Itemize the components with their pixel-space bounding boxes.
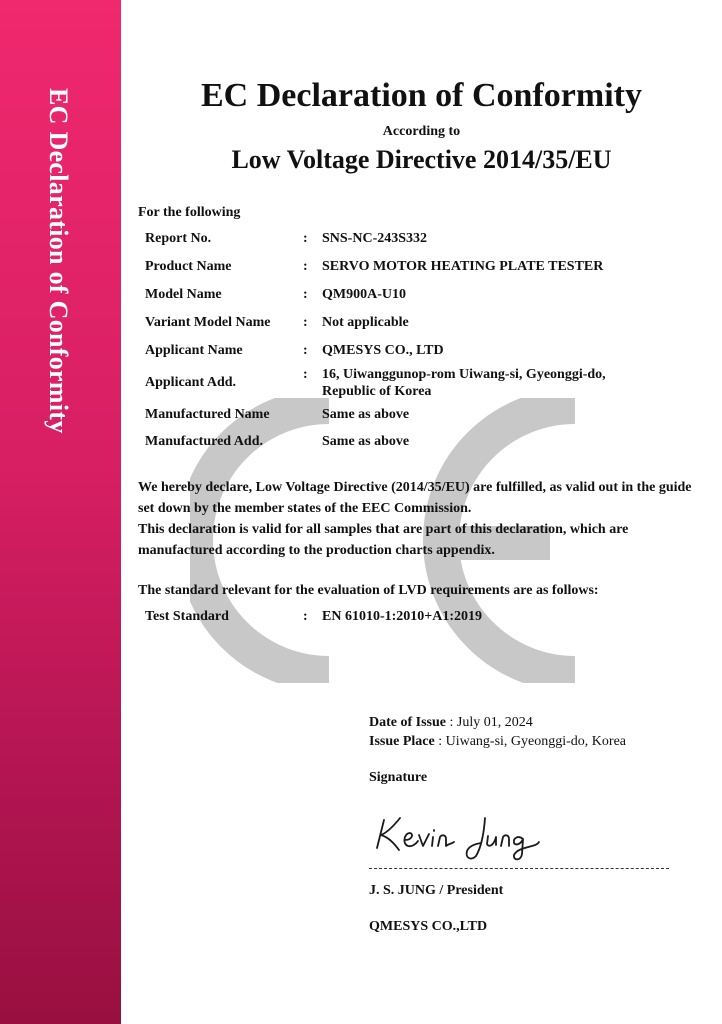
- field-label: Applicant Name: [145, 343, 243, 358]
- according-to-label: According to: [382, 124, 461, 139]
- directive-title: Low Voltage Directive 2014/35/EU: [231, 145, 612, 174]
- field-label: Report No.: [145, 231, 212, 246]
- field-label: Product Name: [145, 259, 232, 274]
- field-label: Applicant Add.: [145, 375, 237, 390]
- side-banner: [0, 0, 121, 1024]
- field-value: SERVO MOTOR HEATING PLATE TESTER: [322, 259, 604, 274]
- side-banner-title: EC Declaration of Conformity: [44, 88, 73, 434]
- declaration-paragraph: This declaration is valid for all samples that are part of this declaration, which are manufactured according to the production charts appendix.: [138, 522, 629, 558]
- issue-place-value: : Uiwang-si, Gyeonggi-do, Korea: [434, 734, 627, 749]
- issue-place: [369, 733, 626, 751]
- field-colon: :: [303, 231, 308, 246]
- field-value: QM900A-U10: [322, 287, 406, 302]
- date-of-issue-label: Date of Issue: [369, 715, 446, 730]
- details-intro: For the following: [138, 205, 241, 220]
- declaration-text: [138, 477, 704, 561]
- issue-place-label: Issue Place: [369, 734, 435, 749]
- date-of-issue-value: : July 01, 2024: [446, 715, 533, 730]
- standard-intro: The standard relevant for the evaluation of LVD requirements are as follows:: [138, 583, 599, 598]
- field-label: Variant Model Name: [145, 315, 271, 330]
- company-name: QMESYS CO.,LTD: [369, 919, 488, 934]
- field-colon: :: [303, 287, 308, 302]
- signature-label: Signature: [369, 770, 428, 785]
- field-value: Same as above: [322, 434, 410, 449]
- field-label: Test Standard: [145, 609, 229, 624]
- field-value: Not applicable: [322, 315, 409, 330]
- field-value: SNS-NC-243S332: [322, 231, 428, 246]
- field-colon: :: [303, 343, 308, 358]
- field-label: Manufactured Add.: [145, 434, 263, 449]
- field-colon: :: [303, 609, 308, 624]
- field-colon: :: [303, 367, 308, 382]
- date-of-issue: [369, 714, 533, 732]
- field-label: Model Name: [145, 287, 222, 302]
- page-title: EC Declaration of Conformity: [201, 77, 642, 114]
- handwritten-signature: [372, 806, 550, 864]
- field-value-line1: 16, Uiwanggunop-rom Uiwang-si, Gyeonggi-do,: [322, 367, 606, 382]
- field-colon: :: [303, 259, 308, 274]
- declaration-paragraph: We hereby declare, Low Voltage Directive (2014/35/EU) are fulfilled, as valid out in the guide set down by the member states of the EEC Commission.: [138, 480, 692, 516]
- field-value: EN 61010-1:2010+A1:2019: [322, 609, 483, 624]
- field-label: Manufactured Name: [145, 407, 270, 422]
- field-value: Same as above: [322, 407, 410, 422]
- field-value-line2: Republic of Korea: [322, 384, 432, 399]
- signer-name: J. S. JUNG / President: [369, 883, 504, 898]
- field-colon: :: [303, 315, 308, 330]
- signature-line: [369, 868, 669, 869]
- field-value: QMESYS CO., LTD: [322, 343, 444, 358]
